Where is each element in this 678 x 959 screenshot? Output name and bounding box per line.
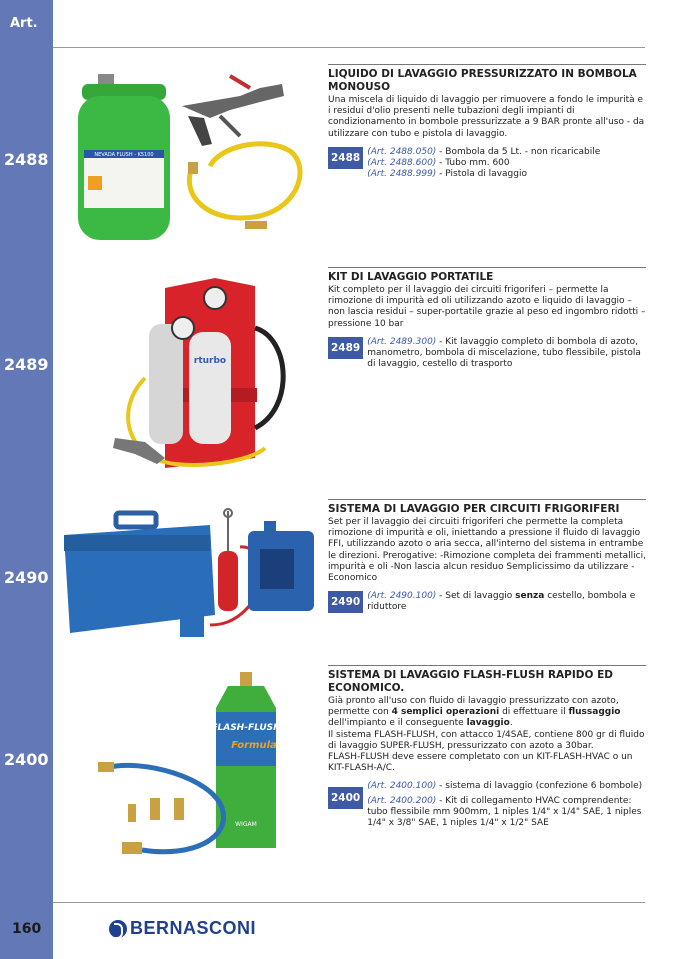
code-row (328, 147, 646, 180)
product-image-2400 (92, 668, 292, 863)
code-row (328, 337, 646, 370)
article-ref: (Art. 2400.100) (367, 781, 437, 792)
sidebar (0, 0, 53, 959)
product-section-2490 (328, 499, 646, 613)
code-badge: 2489 (328, 337, 363, 359)
product-description: Kit completo per il lavaggio dei circuiti frigoriferi – permette la rimozione di impurità ed oli utilizzando azoto e liquido di lavaggio – non lascia residui – super-portatile grazie al peso ed ingombro ridotti – pressione 10 bar (328, 285, 646, 329)
code-row (328, 781, 646, 829)
page-number: 160 (12, 921, 42, 937)
product-title: LIQUIDO DI LAVAGGIO PRESSURIZZATO IN BOMBOLA MONOUSO (328, 64, 646, 94)
article-list (367, 591, 646, 613)
description-paragraph (328, 696, 646, 730)
product-image-2490 (60, 505, 320, 645)
sidebar-code-2488: 2488 (4, 150, 49, 169)
article-ref: (Art. 2490.100) (367, 591, 437, 602)
bottom-divider (53, 902, 645, 903)
product-section-2400 (328, 665, 646, 829)
description-paragraph: FLASH-FLUSH deve essere completato con un KIT-FLASH-HVAC o un KIT-FLASH-A/C. (328, 752, 633, 774)
product-title: SISTEMA DI LAVAGGIO FLASH-FLUSH RAPIDO ED ECONOMICO. (328, 665, 646, 695)
description-text: dell'impianto e il conseguente (328, 718, 467, 729)
product-title: SISTEMA DI LAVAGGIO PER CIRCUITI FRIGORIFERI (328, 499, 646, 516)
product-description: Una miscela di liquido di lavaggio per rimuovere a fondo le impurità e i residui d'olio presenti nelle tubazioni degli impianti di condizionamento in bombole pressurizzate a 9 BAR pronte all'uso - da utilizzare con tubo e pistola di lavaggio. (328, 95, 645, 139)
code-badge: 2488 (328, 147, 363, 169)
article-text: - Tubo mm. 600 (436, 157, 510, 168)
article-text: - Bombola da 5 Lt. - non ricaricabile (436, 146, 601, 157)
description-bold: lavaggio (466, 718, 510, 729)
article-ref: (Art. 2400.200) (367, 796, 437, 807)
product-section-2488 (328, 64, 646, 180)
article-ref: (Art. 2488.999) (367, 168, 437, 179)
article-line (367, 169, 600, 180)
description-paragraph: Il sistema FLASH-FLUSH, con attacco 1/4SAE, contiene 800 gr di fluido di lavaggio SUPER-FLUSH, pressurizzato con azoto a 30bar. (328, 729, 645, 751)
description-text: di effettuare il (499, 707, 569, 718)
article-line (367, 591, 646, 613)
cylinder-label-flash-flush: FLASH-FLUSH (211, 723, 281, 733)
article-text: cestello, bombola e riduttore (367, 591, 636, 613)
cylinder-label-2488: NEVADA FLUSH - K5100 (94, 152, 154, 158)
product-image-2489 (105, 268, 305, 478)
product-description: Set per il lavaggio dei circuiti frigoriferi che permette la completa rimozione di impurità e oli, iniettando a pressione il fluido di lavaggio FFI, utilizzando azoto o aria secca, all'interno del sistema in entrambe le direzioni. Prerogative: -Rimozione completa dei frammenti metallici, impurità e oli -Non lascia alcun residuo Semplicissimo da utilizzare -Economico (328, 517, 646, 584)
article-ref: (Art. 2488.600) (367, 157, 437, 168)
cylinder-label-wigam: WIGAM (235, 821, 257, 828)
sidebar-code-2489: 2489 (4, 355, 49, 374)
product-image-2488 (70, 66, 315, 246)
article-line (367, 781, 646, 792)
description-bold: 4 semplici operazioni (391, 707, 500, 718)
sidebar-code-2400: 2400 (4, 750, 49, 769)
brand-name: BERNASCONI (130, 918, 257, 938)
article-list (367, 337, 646, 370)
cylinder-label-formula: Formula (231, 740, 277, 751)
product-title: KIT DI LAVAGGIO PORTATILE (328, 267, 646, 284)
code-badge: 2490 (328, 591, 363, 613)
product-section-2489 (328, 267, 646, 370)
article-line (367, 158, 600, 169)
cylinder-label-2489: rturbo (193, 356, 227, 366)
top-divider (53, 47, 645, 48)
article-ref: (Art. 2488.050) (367, 146, 437, 157)
article-list (367, 781, 646, 829)
article-line (367, 337, 646, 370)
article-line (367, 147, 600, 158)
sidebar-code-2490: 2490 (4, 568, 49, 587)
brand-logo-icon (109, 920, 127, 938)
brand-logo (109, 918, 256, 939)
article-text: - Pistola di lavaggio (436, 168, 527, 179)
article-list (367, 147, 600, 180)
article-text: - sistema di lavaggio (confezione 6 bombole) (436, 781, 643, 792)
description-text: Già pronto all'uso con fluido di lavaggio pressurizzato con azoto, permette con (328, 696, 619, 718)
code-badge: 2400 (328, 787, 363, 809)
description-text: . (509, 718, 513, 729)
product-description (328, 696, 646, 774)
article-text: - Kit di collegamento HVAC comprendente: tubo flessibile mm 900mm, 1 niples 1/4" x 1/4" SAE, 1 niples 1/4" x 3/8" SAE, 1 niples 1/4" x 1/2" SAE (367, 796, 642, 829)
description-bold: flussaggio (568, 707, 621, 718)
article-text: - Kit lavaggio completo di bombola di azoto, manometro, bombola di miscelazione, tubo flessibile, pistola di lavaggio, cestello di trasporto (367, 336, 641, 369)
article-text-bold: senza (515, 591, 545, 602)
article-line (367, 796, 646, 829)
article-ref: (Art. 2489.300) (367, 336, 437, 347)
article-text: - Set di lavaggio (436, 591, 516, 602)
code-row (328, 591, 646, 613)
art-column-label: Art. (10, 16, 38, 31)
